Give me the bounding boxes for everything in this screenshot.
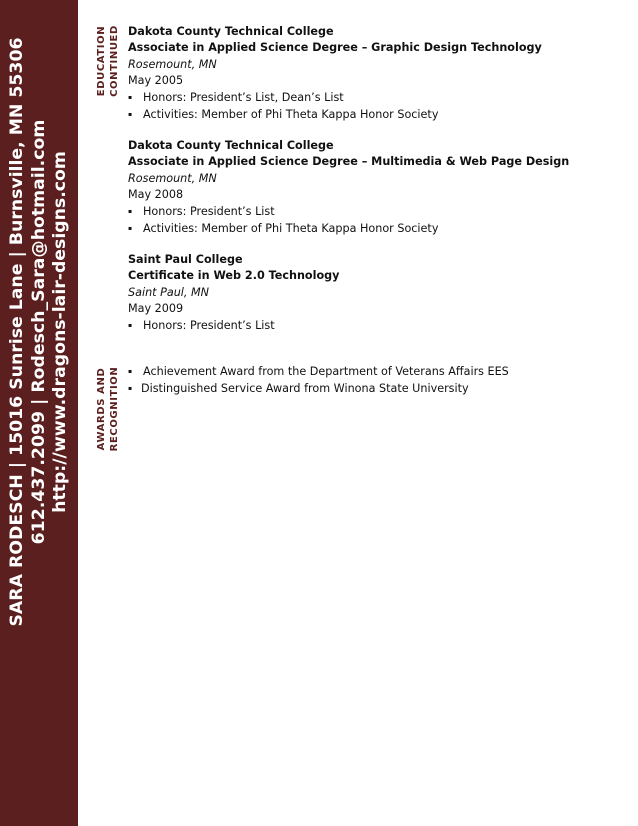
bullet-icon: ▪: [128, 367, 133, 375]
bullet-icon: ▪: [128, 94, 133, 102]
list-item: ▪ Achievement Award from the Department of Veterans Affairs EES: [128, 364, 509, 378]
school-name: Dakota County Technical College: [128, 25, 334, 38]
degree-title: Associate in Applied Science Degree – Multimedia & Web Page Design: [128, 155, 570, 169]
degree-title: Certificate in Web 2.0 Technology: [128, 269, 340, 283]
bullet-icon: ▪: [128, 384, 133, 392]
school-location: Rosemount, MN: [128, 57, 217, 71]
list-item: ▪ Honors: President’s List, Dean’s List: [128, 91, 344, 105]
list-item: ▪ Distinguished Service Award from Winona State University: [128, 381, 469, 395]
education-details: [128, 318, 628, 334]
bullet-icon: ▪: [128, 225, 133, 233]
graduation-date: May 2009: [128, 302, 184, 316]
list-item: ▪ Activities: Member of Phi Theta Kappa Honor Society: [128, 222, 439, 236]
bullet-icon: ▪: [128, 322, 133, 330]
bullet-icon: ▪: [128, 111, 133, 119]
education-entry: [128, 252, 628, 335]
graduation-date: May 2005: [128, 74, 184, 88]
education-details: [128, 90, 628, 123]
school-location: Rosemount, MN: [128, 171, 217, 185]
website-line[interactable]: http://www.dragons-lair-designs.com: [49, 151, 70, 513]
awards-list: [128, 363, 628, 397]
degree-title: Associate in Applied Science Degree – Graphic Design Technology: [128, 41, 542, 55]
education-entry: [128, 138, 628, 238]
graduation-date: May 2008: [128, 188, 184, 202]
awards-heading: AWARDS AND RECOGNITION: [96, 366, 120, 452]
list-item: ▪ Honors: President’s List: [128, 319, 275, 333]
list-item: ▪ Honors: President’s List: [128, 205, 275, 219]
education-entry: [128, 24, 628, 124]
contact-info: [7, 12, 72, 652]
school-location: Saint Paul, MN: [128, 285, 210, 299]
phone-email-line: 612.437.2099 | Rodesch_Sara@hotmail.com: [28, 119, 49, 545]
school-name: Dakota County Technical College: [128, 139, 334, 152]
bullet-icon: ▪: [128, 208, 133, 216]
education-details: [128, 204, 628, 237]
list-item: ▪ Activities: Member of Phi Theta Kappa Honor Society: [128, 108, 439, 122]
school-name: Saint Paul College: [128, 253, 243, 266]
contact-sidebar: [0, 0, 78, 826]
education-continued-heading: EDUCATION CONTINUED: [96, 25, 120, 97]
name-address-line: SARA RODESCH | 15016 Sunrise Lane | Burnsville, MN 55306: [6, 37, 27, 627]
